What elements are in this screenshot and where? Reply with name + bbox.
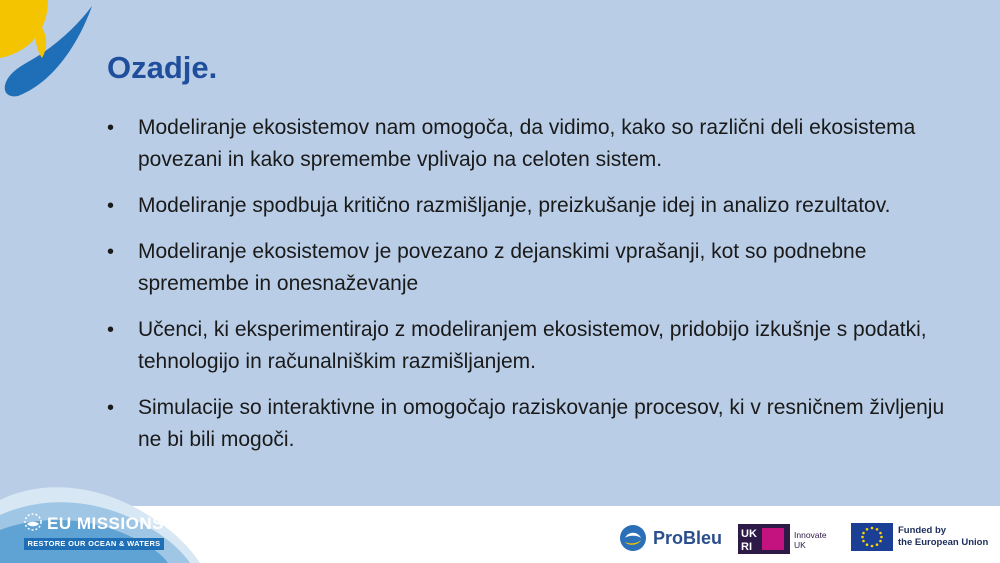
innovate-uk-label [794,530,827,550]
eu-missions-title: EU MISSIONS [47,514,164,533]
list-item [105,236,945,300]
innovate-uk-line2: UK [794,540,806,550]
list-item [105,112,945,176]
bullet-icon: • [107,397,115,419]
bullet-icon: • [107,241,115,263]
probleu-logo [617,522,727,554]
bullet-text: Učenci, ki eksperimentirajo z modeliranjem ekosistemov, pridobijo izkušnje s podatki, tehnologijo in računalniškim razmišljanjem. [138,318,927,373]
eu-funded-label [898,525,988,549]
svg-text:UK: UK [741,528,757,540]
page-title: Ozadje. [107,50,218,85]
probleu-name: ProBleu [653,528,723,548]
eu-funded-line1: Funded by [898,525,947,536]
probleu-mark-icon [617,522,649,554]
eu-funded-logo [851,521,996,555]
bullet-text: Simulacije so interaktivne in omogočajo raziskovanje procesov, ki v resničnem življenju ne bi bili mogoči. [138,396,945,451]
eu-funded-line2: the European Union [898,537,989,548]
bullet-icon: • [107,195,115,217]
list-item [105,392,945,456]
innovate-uk-logo [738,522,848,554]
bullet-text: Modeliranje spodbuja kritično razmišljanje, preizkušanje idej in analizo rezultatov. [138,194,891,217]
bullet-list [105,112,945,470]
eu-missions-subtitle: RESTORE OUR OCEAN & WATERS [24,538,164,550]
eu-flag-icon [851,523,893,551]
eu-missions-mark-icon [22,512,44,536]
list-item [105,190,945,222]
ukri-mark-icon [738,524,790,554]
svg-text:RI: RI [741,541,752,553]
bullet-text: Modeliranje ekosistemov nam omogoča, da vidimo, kako so različni deli ekosistema povezani in kako spremembe vplivajo na celoten sistem. [138,116,916,171]
list-item [105,314,945,378]
innovate-uk-line1: Innovate [794,530,827,540]
eu-missions-logo [22,512,172,552]
bullet-text: Modeliranje ekosistemov je povezano z dejanskimi vprašanji, kot so podnebne spremembe in onesnaževanje [138,240,867,295]
corner-brand-icon [0,0,100,100]
bullet-icon: • [107,117,115,139]
bullet-icon: • [107,319,115,341]
